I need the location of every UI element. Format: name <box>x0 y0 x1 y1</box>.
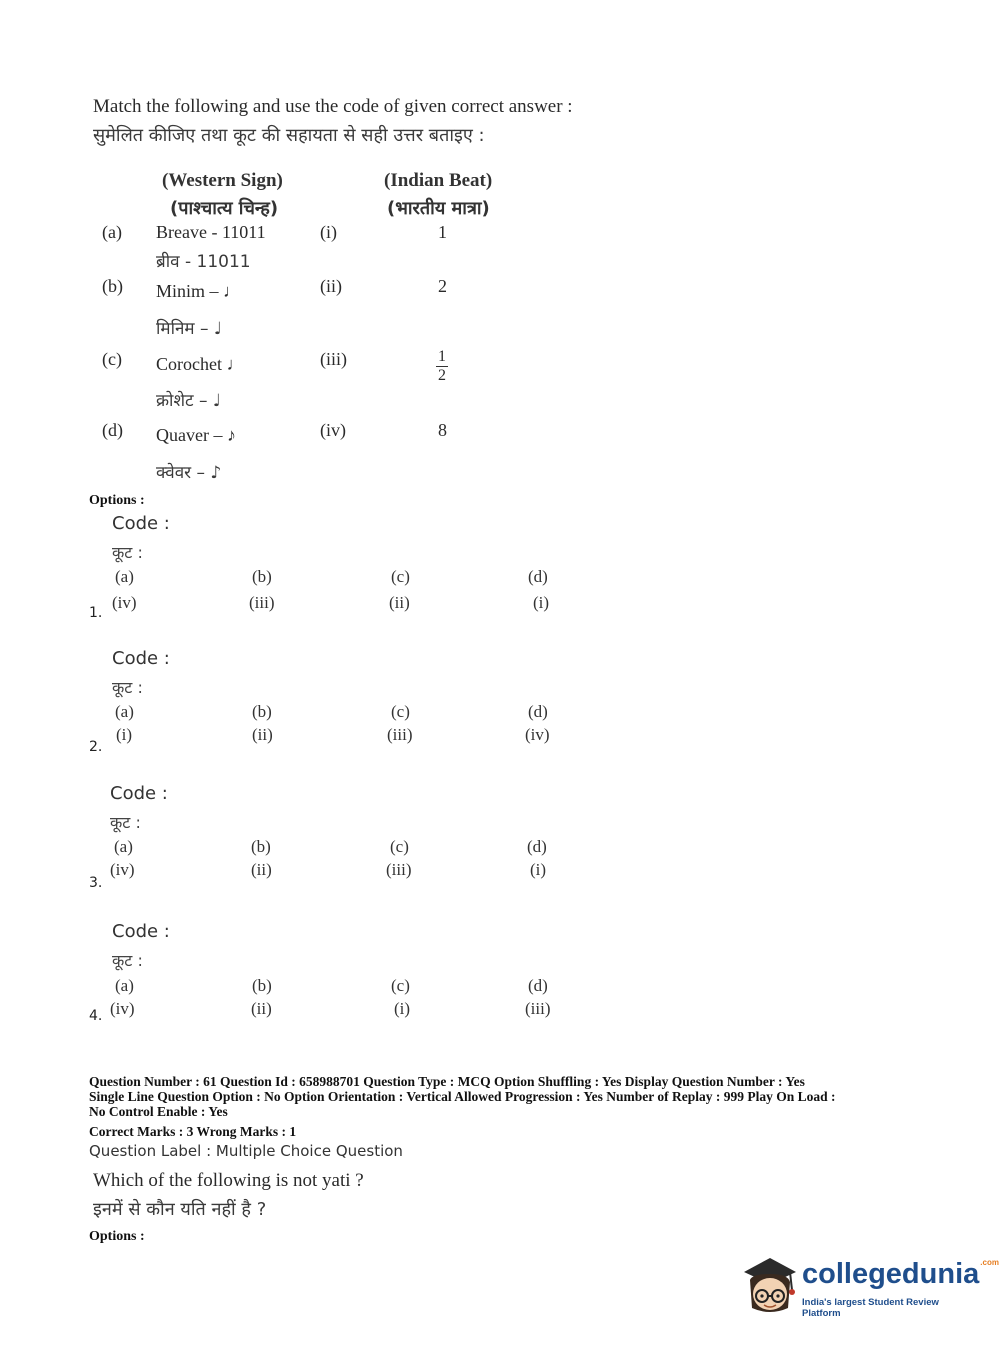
option-1-answer-c: (ii) <box>389 593 410 612</box>
question-label: Question Label : Multiple Choice Question <box>89 1142 403 1160</box>
option-3-code-hi: कूट : <box>110 813 141 832</box>
option-4-head-c: (c) <box>391 976 410 995</box>
option-1-head-c: (c) <box>391 567 410 586</box>
options-label: Options : <box>89 493 145 508</box>
option-1-number[interactable]: 1. <box>89 605 103 621</box>
row-b-key: (b) <box>102 276 123 296</box>
question-marks: Correct Marks : 3 Wrong Marks : 1 <box>89 1124 297 1139</box>
option-4-answer-b: (ii) <box>251 999 272 1018</box>
option-2-code: Code : <box>112 648 170 669</box>
option-2-answer-d: (iv) <box>525 725 550 744</box>
option-1-code-hi: कूट : <box>112 543 143 562</box>
row-a-num: (i) <box>320 222 337 242</box>
option-1-head-a: (a) <box>115 567 134 586</box>
option-1-head-b: (b) <box>252 567 272 586</box>
row-d-num: (iv) <box>320 420 346 440</box>
option-3-number[interactable]: 3. <box>89 875 103 891</box>
option-4-answer-c: (i) <box>394 999 411 1018</box>
option-4-code: Code : <box>112 921 170 942</box>
option-1-answer-b: (iii) <box>249 593 275 612</box>
col1-header-en: (Western Sign) <box>162 170 283 191</box>
option-3-head-b: (b) <box>251 837 271 856</box>
question-text-en: Which of the following is not yati ? <box>93 1170 364 1191</box>
row-c-key: (c) <box>102 349 122 369</box>
option-3-answer-c: (iii) <box>386 860 412 879</box>
option-4-head-b: (b) <box>252 976 272 995</box>
row-b-en: Minim – ♩ <box>156 281 242 301</box>
option-3-answer-d: (i) <box>530 860 547 879</box>
option-3-head-a: (a) <box>114 837 133 856</box>
option-1-code: Code : <box>112 513 170 534</box>
row-b-hi: मिनिम – ♩ <box>156 319 222 339</box>
option-3-code: Code : <box>110 783 168 804</box>
fraction-numerator: 1 <box>438 348 446 365</box>
option-4-answer-d: (iii) <box>525 999 551 1018</box>
option-4-number[interactable]: 4. <box>89 1008 103 1024</box>
question-meta-line-2: Single Line Question Option : No Option Orientation : Vertical Allowed Progression : Yes Number of Replay : 999 Play On Load : <box>89 1089 836 1104</box>
fraction-denominator: 2 <box>438 367 446 384</box>
logo-tagline: India's largest Student Review Platform <box>802 1297 939 1319</box>
mascot-icon <box>740 1250 802 1320</box>
option-4-code-hi: कूट : <box>112 951 143 970</box>
row-d-hi: क्वेवर – ♪ <box>156 463 222 483</box>
col2-header-en: (Indian Beat) <box>384 170 493 191</box>
row-b-num: (ii) <box>320 276 342 296</box>
col2-header-hi: (भारतीय मात्रा) <box>387 198 490 219</box>
logo-name: collegedunia <box>802 1258 980 1290</box>
option-3-answer-a: (iv) <box>110 860 135 879</box>
row-d-value: 8 <box>438 420 447 440</box>
next-options-label: Options : <box>89 1229 145 1244</box>
option-2-number[interactable]: 2. <box>89 739 103 755</box>
option-2-head-c: (c) <box>391 702 410 721</box>
instruction-en: Match the following and use the code of given correct answer : <box>93 96 573 117</box>
option-1-answer-a: (iv) <box>112 593 137 612</box>
question-meta-line-3: No Control Enable : Yes <box>89 1104 228 1119</box>
question-meta-line-1: Question Number : 61 Question Id : 658988701 Question Type : MCQ Option Shuffling : Yes Display Question Number : Yes <box>89 1074 805 1089</box>
instruction-hi: सुमेलित कीजिए तथा कूट की सहायता से सही उत्तर बताइए : <box>93 125 485 146</box>
option-3-head-c: (c) <box>390 837 409 856</box>
option-2-head-d: (d) <box>528 702 548 721</box>
question-text-hi: इनमें से कौन यति नहीं है ? <box>93 1199 267 1220</box>
option-2-answer-c: (iii) <box>387 725 413 744</box>
row-a-hi: ब्रीव - 11011 <box>156 252 251 272</box>
row-a-en: Breave - 11011 <box>156 222 266 242</box>
row-b-value: 2 <box>438 276 447 296</box>
option-1-answer-d: (i) <box>533 593 550 612</box>
col1-header-hi: (पाश्चात्य चिन्ह) <box>170 198 279 219</box>
row-c-fraction <box>436 349 448 385</box>
option-2-head-a: (a) <box>115 702 134 721</box>
logo-suffix: .com <box>980 1258 999 1267</box>
row-a-key: (a) <box>102 222 122 242</box>
row-c-num: (iii) <box>320 349 347 369</box>
option-4-answer-a: (iv) <box>110 999 135 1018</box>
option-3-head-d: (d) <box>527 837 547 856</box>
option-1-head-d: (d) <box>528 567 548 586</box>
option-2-answer-a: (i) <box>116 725 133 744</box>
row-d-en: Quaver – ♪ <box>156 425 236 445</box>
row-a-value: 1 <box>438 222 447 242</box>
option-2-answer-b: (ii) <box>252 725 273 744</box>
row-c-hi: क्रोशेट – ♩ <box>156 391 221 411</box>
option-4-head-a: (a) <box>115 976 134 995</box>
option-3-answer-b: (ii) <box>251 860 272 879</box>
option-2-code-hi: कूट : <box>112 678 143 697</box>
row-d-key: (d) <box>102 420 123 440</box>
option-4-head-d: (d) <box>528 976 548 995</box>
option-2-head-b: (b) <box>252 702 272 721</box>
row-c-en: Corochet ♩ <box>156 354 245 374</box>
collegedunia-logo <box>740 1250 999 1320</box>
logo-text <box>802 1258 999 1291</box>
